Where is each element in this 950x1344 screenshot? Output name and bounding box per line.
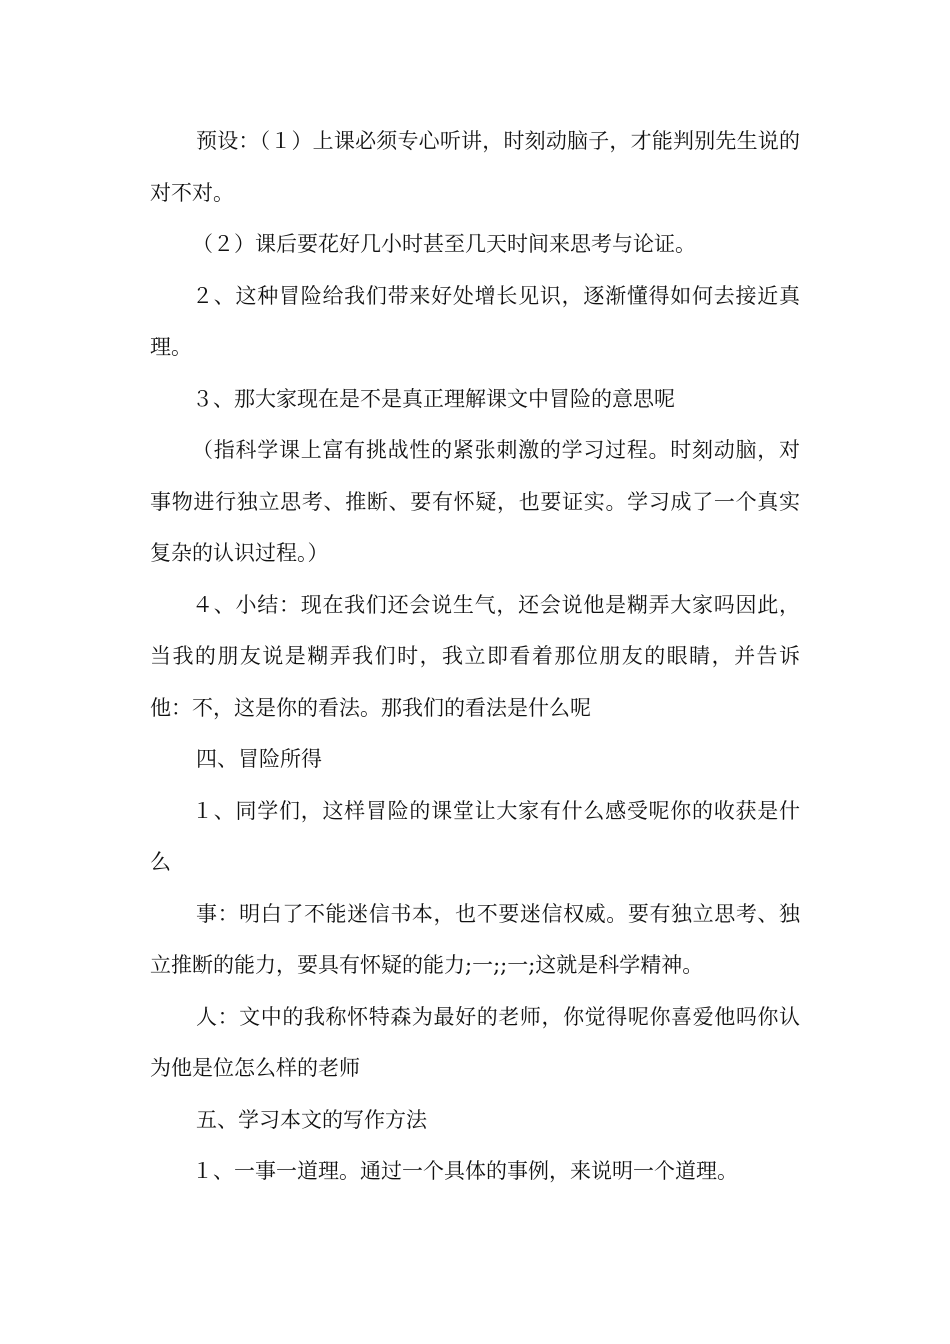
paragraph-preset: 预设：（１）上课必须专心听讲，时刻动脑子，才能判别先生说的对不对。 [150,129,800,205]
paragraph-point-2: ２、这种冒险给我们带来好处增长见识，逐渐懂得如何去接近真理。 [150,283,800,359]
paragraph-point-3: ３、那大家现在是不是真正理解课文中冒险的意思呢 [192,386,675,411]
section-heading-4: 四、冒险所得 [196,747,322,771]
paragraph-summary: ４、小结：现在我们还会说生气，还会说他是糊弄大家吗因此，当我的朋友说是糊弄我们时，我立即看着那位朋友的眼睛，并告诉他：不，这是你的看法。那我们的看法是什么呢 [150,592,800,720]
paragraph-method-1: １、一事一道理。通过一个具体的事例，来说明一个道理。 [192,1159,738,1183]
paragraph-question: １、同学们，这样冒险的课堂让大家有什么感受呢你的收获是什么 [150,798,800,874]
paragraph-preset-2: （２）课后要花好几小时甚至几天时间来思考与论证。 [192,232,696,256]
section-heading-5: 五、学习本文的写作方法 [196,1107,427,1132]
paragraph-explanation: （指科学课上富有挑战性的紧张刺激的学习过程。时刻动脑，对事物进行独立思考、推断、要有怀疑，也要证实。学习成了一个真实复杂的认识过程。） [150,438,800,565]
document-body [150,116,800,1198]
paragraph-person: 人：文中的我称怀特森为最好的老师，你觉得呢你喜爱他吗你认为他是位怎么样的老师 [150,1004,800,1080]
paragraph-matter: 事：明白了不能迷信书本，也不要迷信权威。要有独立思考、独立推断的能力，要具有怀疑的能力;一;;一;这就是科学精神。 [150,901,800,977]
